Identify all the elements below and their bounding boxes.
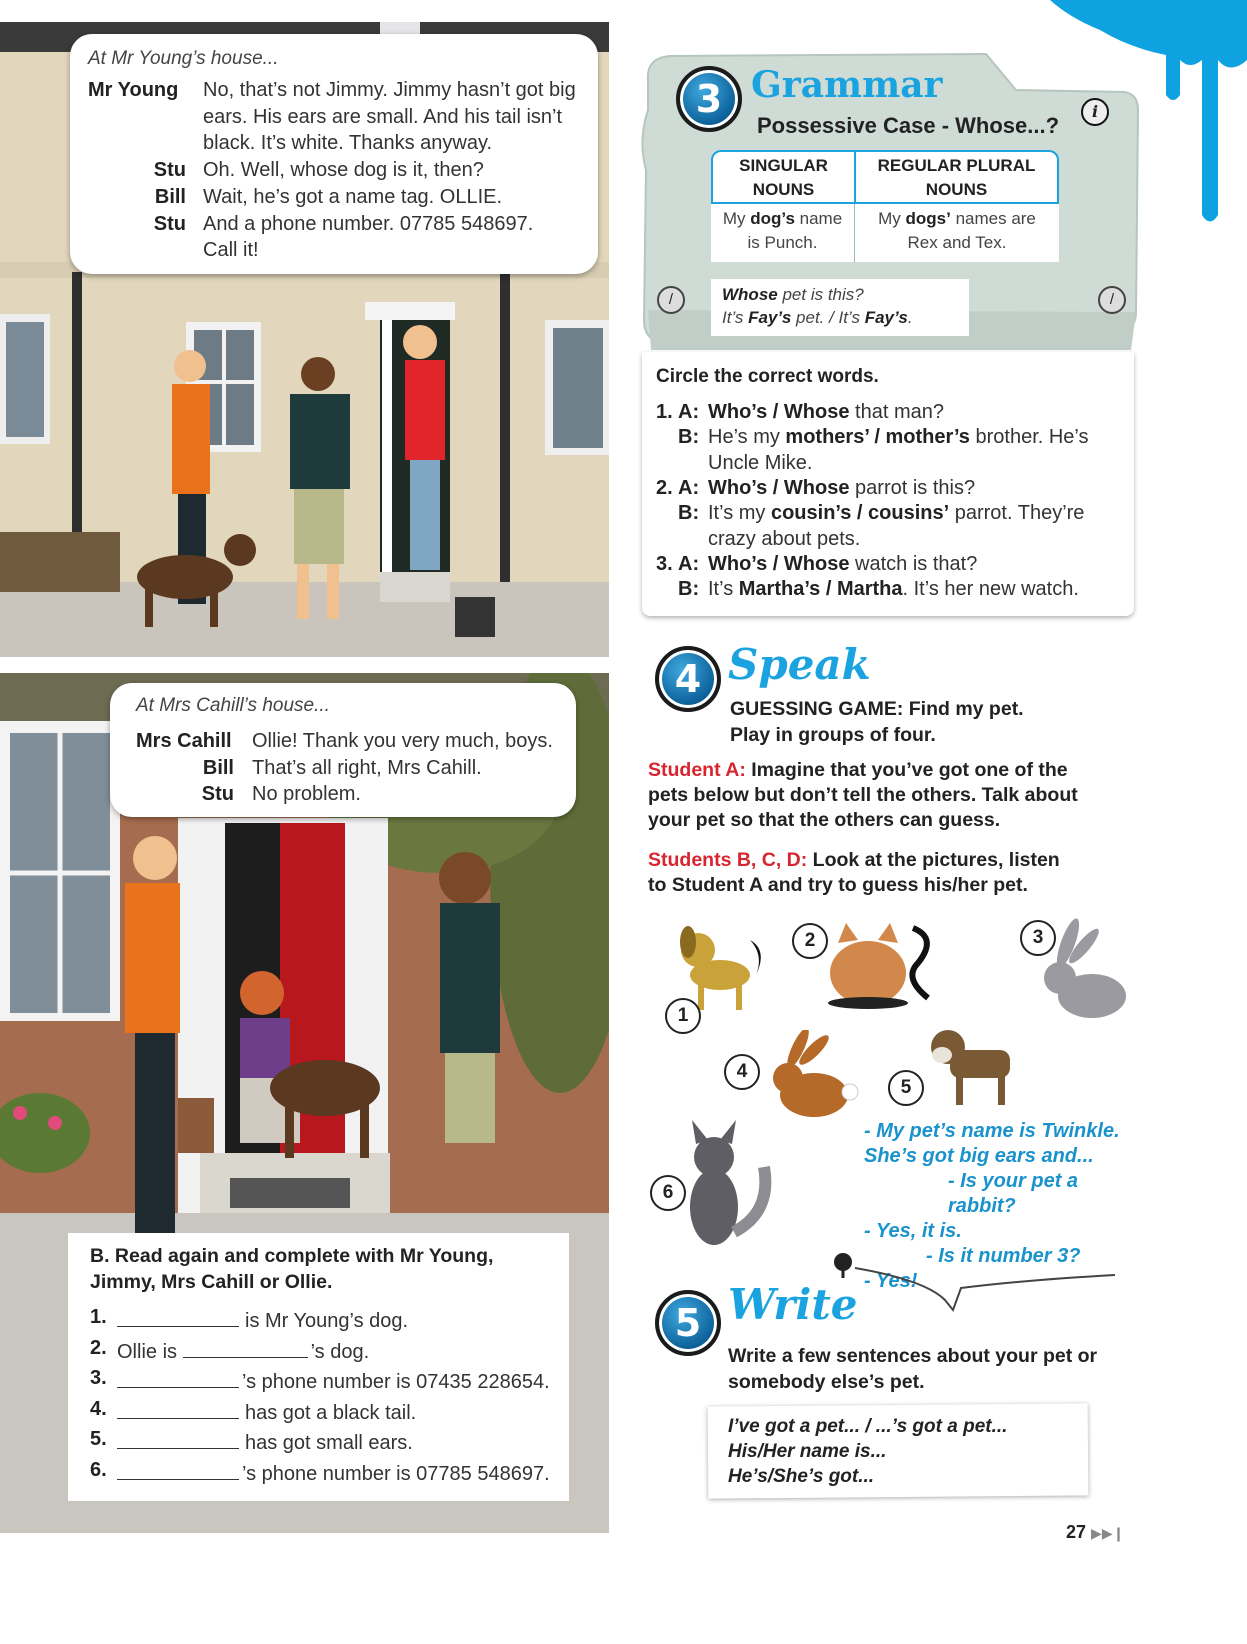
ans-bold-2: Fay’s (864, 308, 908, 327)
line-pre: He’s my (708, 426, 786, 449)
ans-mid: pet. / It’s (791, 308, 865, 327)
ans-bold-1: Fay’s (748, 308, 792, 327)
exercise-b-title (90, 1243, 493, 1295)
ans-end: . (907, 308, 913, 327)
speak-title: Speak (728, 640, 871, 689)
comic-panel-mrs-cahill (0, 673, 609, 1533)
forward-arrows-icon[interactable]: ▶▶❙ (1091, 1525, 1125, 1541)
speaker-role: B: (678, 426, 700, 449)
question-number: 2. (656, 476, 673, 499)
item-after: is Mr Young’s dog. (245, 1310, 409, 1332)
student-a-line2: pets below but don’t tell the others. Talk about (648, 784, 1078, 806)
item-body (117, 1459, 550, 1486)
circle-choice[interactable]: mothers’ / mother’s (785, 426, 970, 449)
plural-ex-bold: dogs’ (905, 209, 951, 228)
answer-blank[interactable] (117, 1428, 239, 1449)
speaker-role: A: (678, 552, 700, 575)
line-pre: It’s (708, 578, 739, 601)
students-bcd-label: Students B, C, D: (648, 849, 808, 871)
speaker-name: Bill (154, 185, 186, 208)
note-line3: He’s/She’s got... (728, 1466, 875, 1487)
scene-label: At Mrs Cahill’s house... (136, 695, 330, 716)
student-a-line3: your pet so that the others can guess. (648, 809, 1001, 831)
section-number-5: 5 (655, 1290, 721, 1356)
student-a-instructions (648, 758, 1078, 833)
note-line1: I’ve got a pet... / ...’s got a pet... (728, 1416, 1008, 1437)
line-rest: crazy about pets. (708, 527, 861, 550)
dialogue-text: Wait, he’s got a name tag. OLLIE. (203, 185, 503, 208)
student-a-label: Student A: (648, 759, 746, 781)
line-rest: brother. He’s (969, 426, 1089, 449)
circle-choice[interactable]: Martha’s / Martha (738, 578, 903, 601)
student-a-line1: Imagine that you’ve got one of the (751, 759, 1068, 781)
exercise-b-title-line1: B. Read again and complete with Mr Young, (90, 1245, 494, 1267)
students-bcd-line1: Look at the pictures, listen (812, 849, 1060, 871)
pet-badge-5: 5 (888, 1070, 924, 1106)
dialogue-line-3: - Is your pet a rabbit? (948, 1170, 1079, 1217)
whose-example-box (711, 279, 969, 336)
circle-choice[interactable]: cousin’s / cousins’ (770, 502, 950, 525)
pet-4-rabbit-icon (762, 1030, 862, 1122)
item-after: ’s phone number is 07785 548697. (242, 1462, 550, 1485)
plural-ex-pre: My (878, 209, 906, 228)
game-line1: GUESSING GAME: Find my pet. (730, 698, 1024, 720)
dialogue-text: Call it! (203, 239, 259, 262)
pet-badge-1: 1 (665, 998, 701, 1034)
pet-5-dog-icon (920, 1015, 1025, 1107)
item-body (117, 1306, 408, 1333)
students-bcd-line2: to Student A and try to guess his/her pet. (648, 874, 1028, 896)
dialogue-text: And a phone number. 07785 548697. (203, 212, 534, 235)
item-after: has got small ears. (245, 1432, 413, 1454)
speaker-name: Stu (153, 212, 186, 235)
answer-blank[interactable] (117, 1398, 239, 1419)
item-body (117, 1337, 369, 1364)
pet-badge-2: 2 (792, 923, 828, 959)
pet-badge-4: 4 (724, 1054, 760, 1090)
line-rest: . It’s her new watch. (902, 578, 1079, 601)
table-cell-plural (855, 204, 1059, 262)
page-number-text: 27 (1066, 1522, 1087, 1542)
answer-blank[interactable] (183, 1337, 308, 1358)
speaker-role: A: (678, 476, 700, 499)
note-line2: His/Her name is... (728, 1441, 887, 1462)
item-body (117, 1398, 416, 1425)
plural-ex-post: names are (950, 209, 1036, 228)
item-number: 5. (90, 1428, 107, 1450)
item-after: has got a black tail. (245, 1401, 417, 1424)
grammar-subtitle: Possessive Case - Whose...? (757, 113, 1060, 138)
whose-bold: Whose (722, 285, 778, 304)
line-rest: parrot. They’re (949, 502, 1085, 525)
speaker-name: Bill (202, 756, 234, 779)
singular-ex-post: name (794, 209, 843, 228)
table-cell-singular (711, 204, 855, 262)
dialogue-line-4: - Yes, it is. (864, 1220, 962, 1242)
line-rest: parrot is this? (849, 476, 976, 499)
circle-line-body (708, 401, 944, 424)
header-singular-line1: SINGULAR (739, 156, 828, 175)
grammar-title: Grammar (751, 64, 943, 106)
pet-6-cat-icon (672, 1112, 777, 1252)
item-number: 2. (90, 1336, 107, 1359)
ans-pre: It’s (722, 308, 749, 327)
dialogue-text: Oh. Well, whose dog is it, then? (203, 159, 484, 182)
item-before: Ollie is (117, 1340, 178, 1363)
possessive-table (711, 150, 1059, 263)
write-title: Write (728, 1280, 858, 1329)
screw-icon-left: / (657, 286, 685, 314)
question-number: 3. (656, 552, 673, 575)
speaker-role: B: (678, 502, 700, 525)
item-number: 6. (90, 1458, 107, 1481)
dialogue-text: ears. His ears are small. And his tail isn’t (203, 105, 563, 128)
section-number-4: 4 (655, 646, 721, 712)
item-after: ’s dog. (310, 1340, 370, 1363)
pet-2-cat-icon (818, 918, 938, 1010)
circle-line-body (708, 477, 975, 500)
circle-choice[interactable]: Who’s / Whose (708, 401, 850, 423)
circle-line-body (708, 528, 860, 551)
speak-game-instructions (730, 696, 1024, 748)
header-singular-line2: NOUNS (752, 180, 815, 199)
dialogue-text: No, that’s not Jimmy. Jimmy hasn’t got big (203, 79, 576, 101)
dialogue-line-1: - My pet’s name is Twinkle. (864, 1120, 1120, 1142)
answer-blank[interactable] (117, 1367, 239, 1388)
item-after: ’s phone number is 07435 228654. (242, 1371, 550, 1393)
write-instr-line1: Write a few sentences about your pet or (728, 1345, 1098, 1367)
dialogue-text: That’s all right, Mrs Cahill. (252, 756, 482, 779)
comic-panel-mr-young (0, 22, 609, 657)
dialogue-line-6: - Yes! (864, 1270, 918, 1292)
answer-blank[interactable] (117, 1459, 239, 1480)
circle-line-body (708, 578, 1079, 601)
dialogue-text: Ollie! Thank you very much, boys. (252, 730, 553, 752)
circle-line-body (708, 502, 1084, 525)
item-number: 4. (90, 1397, 107, 1420)
line-pre: It’s my (708, 502, 771, 525)
write-instructions (728, 1343, 1097, 1395)
circle-line-body (708, 426, 1089, 449)
whose-rest: pet is this? (777, 285, 864, 304)
plural-ex-line2: Rex and Tex. (907, 233, 1007, 252)
singular-ex-bold: dog’s (750, 209, 795, 228)
singular-ex-line2: is Punch. (747, 233, 818, 252)
line-rest: Uncle Mike. (708, 451, 813, 474)
circle-choice[interactable]: Who’s / Whose (708, 552, 850, 575)
item-body (117, 1367, 550, 1394)
speech-pointer-icon (825, 1250, 1125, 1315)
answer-blank[interactable] (117, 1306, 239, 1327)
circle-line-body (708, 452, 812, 475)
speaker-name: Mrs Cahill (136, 730, 232, 752)
screw-icon-right: / (1098, 286, 1126, 314)
table-header-singular (711, 150, 855, 204)
circle-instruction: Circle the correct words. (656, 366, 879, 387)
singular-ex-pre: My (722, 209, 751, 228)
question-number: 1. (656, 401, 673, 423)
speaker-name: Mr Young (88, 79, 179, 101)
speaker-name: Stu (201, 783, 234, 806)
circle-choice[interactable]: Who’s / Whose (708, 476, 850, 499)
students-bcd-instructions (648, 848, 1060, 898)
section-number-3: 3 (676, 66, 742, 132)
page-number (1066, 1522, 1124, 1543)
dialogue-line-2: She’s got big ears and... (864, 1145, 1094, 1167)
game-line2: Play in groups of four. (730, 724, 936, 746)
speaker-role: A: (678, 401, 700, 423)
item-body (117, 1428, 413, 1455)
header-plural-line2: NOUNS (925, 180, 988, 199)
header-plural-line1: REGULAR PLURAL (877, 156, 1036, 175)
line-rest: that man? (849, 401, 944, 423)
dialogue-text: black. It’s white. Thanks anyway. (203, 132, 493, 155)
scene-label: At Mr Young’s house... (88, 48, 279, 69)
pet-badge-3: 3 (1020, 920, 1056, 956)
speaker-name: Stu (153, 159, 186, 182)
info-icon[interactable]: i (1081, 98, 1109, 126)
dialogue-line-5: - Is it number 3? (926, 1245, 1081, 1267)
table-header-plural (855, 150, 1059, 204)
item-number: 1. (90, 1306, 107, 1328)
dialogue-text: No problem. (252, 783, 361, 806)
write-instr-line2: somebody else’s pet. (728, 1371, 925, 1393)
speaker-role: B: (678, 578, 700, 601)
circle-line-body (708, 553, 977, 576)
write-note-text (728, 1414, 1007, 1489)
pet-badge-6: 6 (650, 1175, 686, 1211)
exercise-b-title-line2: Jimmy, Mrs Cahill or Ollie. (90, 1271, 333, 1293)
item-number: 3. (90, 1367, 107, 1389)
line-rest: watch is that? (849, 552, 978, 575)
